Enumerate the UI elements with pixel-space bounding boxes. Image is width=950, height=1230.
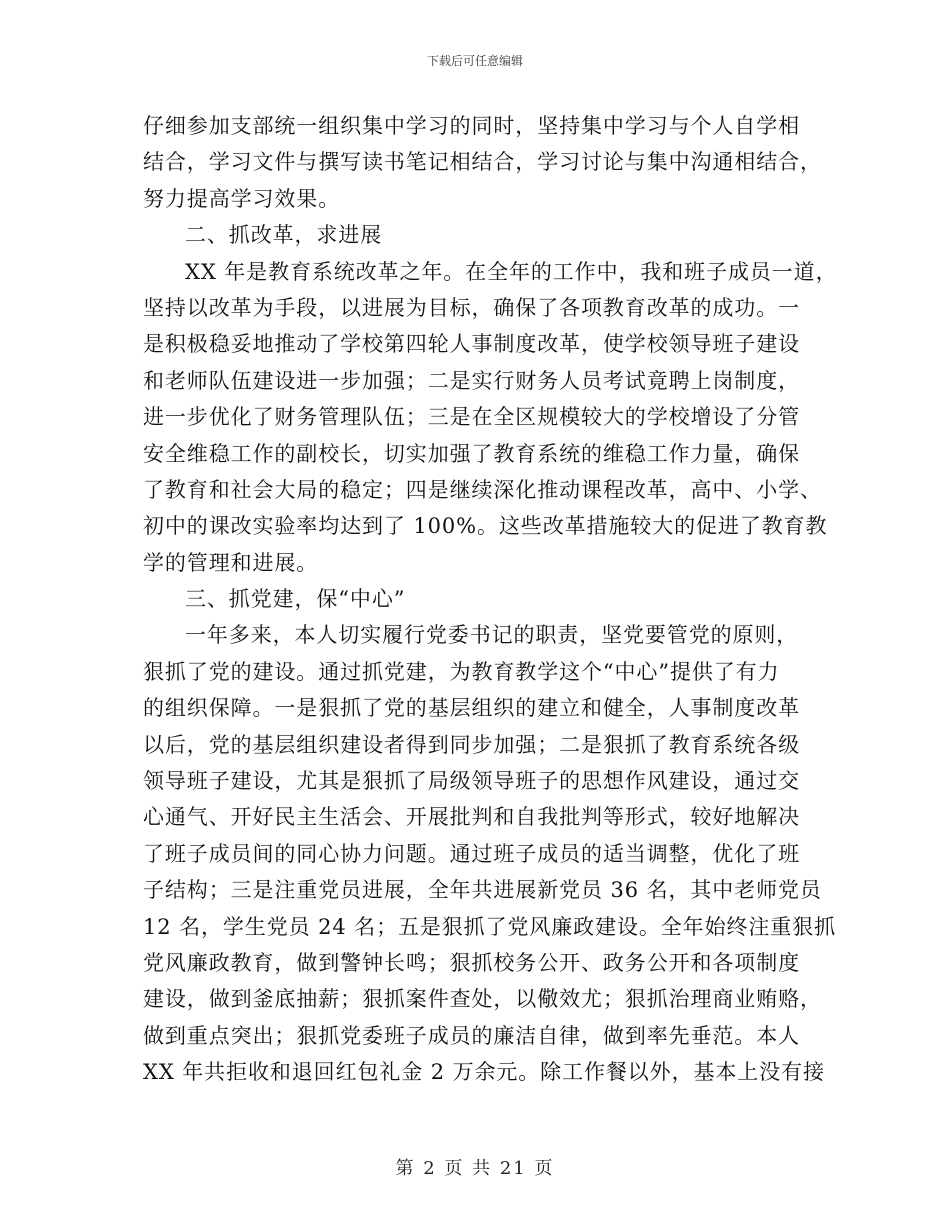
text-line: 进一步优化了财务管理队伍；三是在全区规模较大的学校增设了分管 xyxy=(143,405,800,430)
text-line: 子结构；三是注重党员进展，全年共进展新党员 36 名，其中老师党员 xyxy=(143,878,822,903)
text-line: 和老师队伍建设进一步加强；二是实行财务人员考试竟聘上岗制度， xyxy=(143,368,800,393)
section-heading: 二、抓改革，求进展 xyxy=(185,223,383,248)
text-line: 安全维稳工作的副校长，切实加强了教育系统的维稳工作力量，确保 xyxy=(143,441,800,466)
text-line: 做到重点突出；狠抓党委班子成员的廉洁自律，做到率先垂范。本人 xyxy=(143,1023,800,1048)
text-line: 坚持以改革为手段，以进展为目标，确保了各项教育改革的成功。一 xyxy=(143,295,800,320)
text-line: XX 年是教育系统改革之年。在全年的工作中，我和班子成员一道， xyxy=(185,259,838,284)
text-line: 初中的课改实验率均达到了 100%。这些改革措施较大的促进了教育教 xyxy=(143,514,828,539)
text-line: 学的管理和进展。 xyxy=(143,550,319,575)
text-line: 12 名，学生党员 24 名；五是狠抓了党风廉政建设。全年始终注重狠抓 xyxy=(143,914,836,939)
text-line: 以后，党的基层组织建设者得到同步加强；二是狠抓了教育系统各级 xyxy=(143,732,800,757)
page-number: 第 2 页 共 21 页 xyxy=(395,1158,555,1179)
text-line: 的组织保障。一是狠抓了党的基层组织的建立和健全，人事制度改革 xyxy=(143,696,800,721)
text-line: 党风廉政教育，做到警钟长鸣；狠抓校务公开、政务公开和各项制度 xyxy=(143,950,800,975)
text-line: 努力提高学习效果。 xyxy=(143,186,341,211)
text-line: 是积极稳妥地推动了学校第四轮人事制度改革，使学校领导班子建设 xyxy=(143,332,800,357)
text-line: 领导班子建设，尤其是狠抓了局级领导班子的思想作风建设，通过交 xyxy=(143,769,800,794)
text-line: 了班子成员间的同心协力问题。通过班子成员的适当调整，优化了班 xyxy=(143,841,800,866)
text-line: 狠抓了党的建设。通过抓党建，为教育教学这个“中心”提供了有力 xyxy=(143,659,780,684)
text-line: 了教育和社会大局的稳定；四是继续深化推动课程改革，高中、小学、 xyxy=(143,477,822,502)
text-line: 建设，做到釜底抽薪；狠抓案件查处，以儆效尤；狠抓治理商业贿赂， xyxy=(143,987,822,1012)
text-line: 心通气、开好民主生活会、开展批判和自我批判等形式，较好地解决 xyxy=(143,805,800,830)
text-line: XX 年共拒收和退回红包礼金 2 万余元。除工作餐以外，基本上没有接 xyxy=(143,1060,825,1085)
text-line: 结合，学习文件与撰写读书笔记相结合，学习讨论与集中沟通相结合， xyxy=(143,150,822,175)
document-body xyxy=(143,108,838,1091)
page-header: 下载后可任意编辑 xyxy=(426,54,523,68)
text-line: 仔细参加支部统一组织集中学习的同时，坚持集中学习与个人自学相 xyxy=(143,114,800,138)
text-line: 一年多来，本人切实履行党委书记的职责，坚党要管党的原则， xyxy=(185,623,799,648)
section-heading: 三、抓党建，保“中心” xyxy=(185,587,406,612)
